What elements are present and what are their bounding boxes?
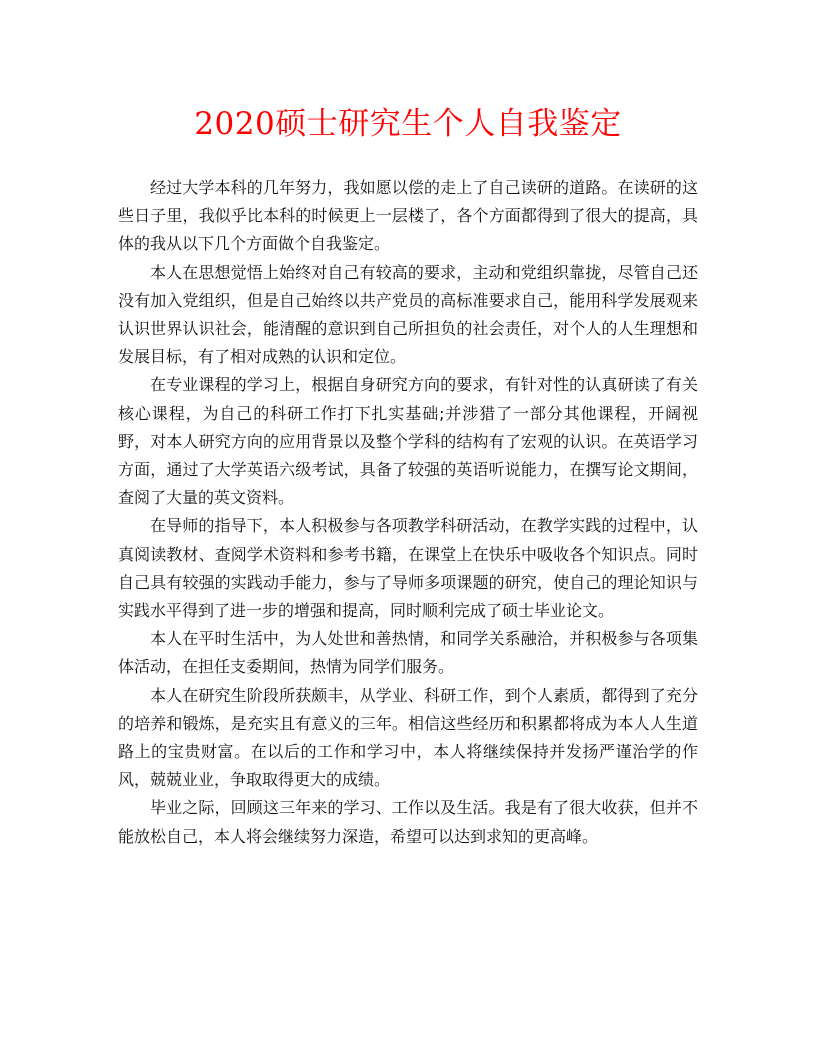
document-title: 2020硕士研究生个人自我鉴定 <box>194 106 622 142</box>
document-body <box>118 174 698 851</box>
paragraph: 在导师的指导下，本人积极参与各项教学科研活动，在教学实践的过程中，认真阅读教材、查阅学术资料和参考书籍，在课堂上在快乐中吸收各个知识点。同时自己具有较强的实践动手能力，参与了导师多项课题的研究，使自己的理论知识与实践水平得到了进一步的增强和提高，同时顺利完成了硕士毕业论文。 <box>118 516 698 621</box>
paragraph: 本人在平时生活中，为人处世和善热情，和同学关系融洽，并积极参与各项集体活动，在担任支委期间，热情为同学们服务。 <box>118 629 698 677</box>
paragraph: 本人在研究生阶段所获颇丰，从学业、科研工作，到个人素质，都得到了充分的培养和锻炼，是充实且有意义的三年。相信这些经历和积累都将成为本人人生道路上的宝贵财富。在以后的工作和学习中，本人将继续保持并发扬严谨治学的作风，兢兢业业，争取取得更大的成绩。 <box>118 685 698 790</box>
paragraph: 在专业课程的学习上，根据自身研究方向的要求，有针对性的认真研读了有关核心课程，为自己的科研工作打下扎实基础;并涉猎了一部分其他课程，开阔视野，对本人研究方向的应用背景以及整个学科的结构有了宏观的认识。在英语学习方面，通过了大学英语六级考试，具备了较强的英语听说能力，在撰写论文期间，查阅了大量的英文资料。 <box>118 375 698 508</box>
paragraph: 毕业之际，回顾这三年来的学习、工作以及生活。我是有了很大收获，但并不能放松自己，本人将会继续努力深造，希望可以达到求知的更高峰。 <box>118 798 698 846</box>
paragraph: 经过大学本科的几年努力，我如愿以偿的走上了自己读研的道路。在读研的这些日子里，我似乎比本科的时候更上一层楼了，各个方面都得到了很大的提高，具体的我从以下几个方面做个自我鉴定。 <box>118 178 698 254</box>
paragraph: 本人在思想觉悟上始终对自己有较高的要求，主动和党组织靠拢，尽管自己还没有加入党组织，但是自己始终以共产党员的高标准要求自己，能用科学发展观来认识世界认识社会，能清醒的意识到自己所担负的社会责任，对个人的人生理想和发展目标，有了相对成熟的认识和定位。 <box>118 262 698 367</box>
